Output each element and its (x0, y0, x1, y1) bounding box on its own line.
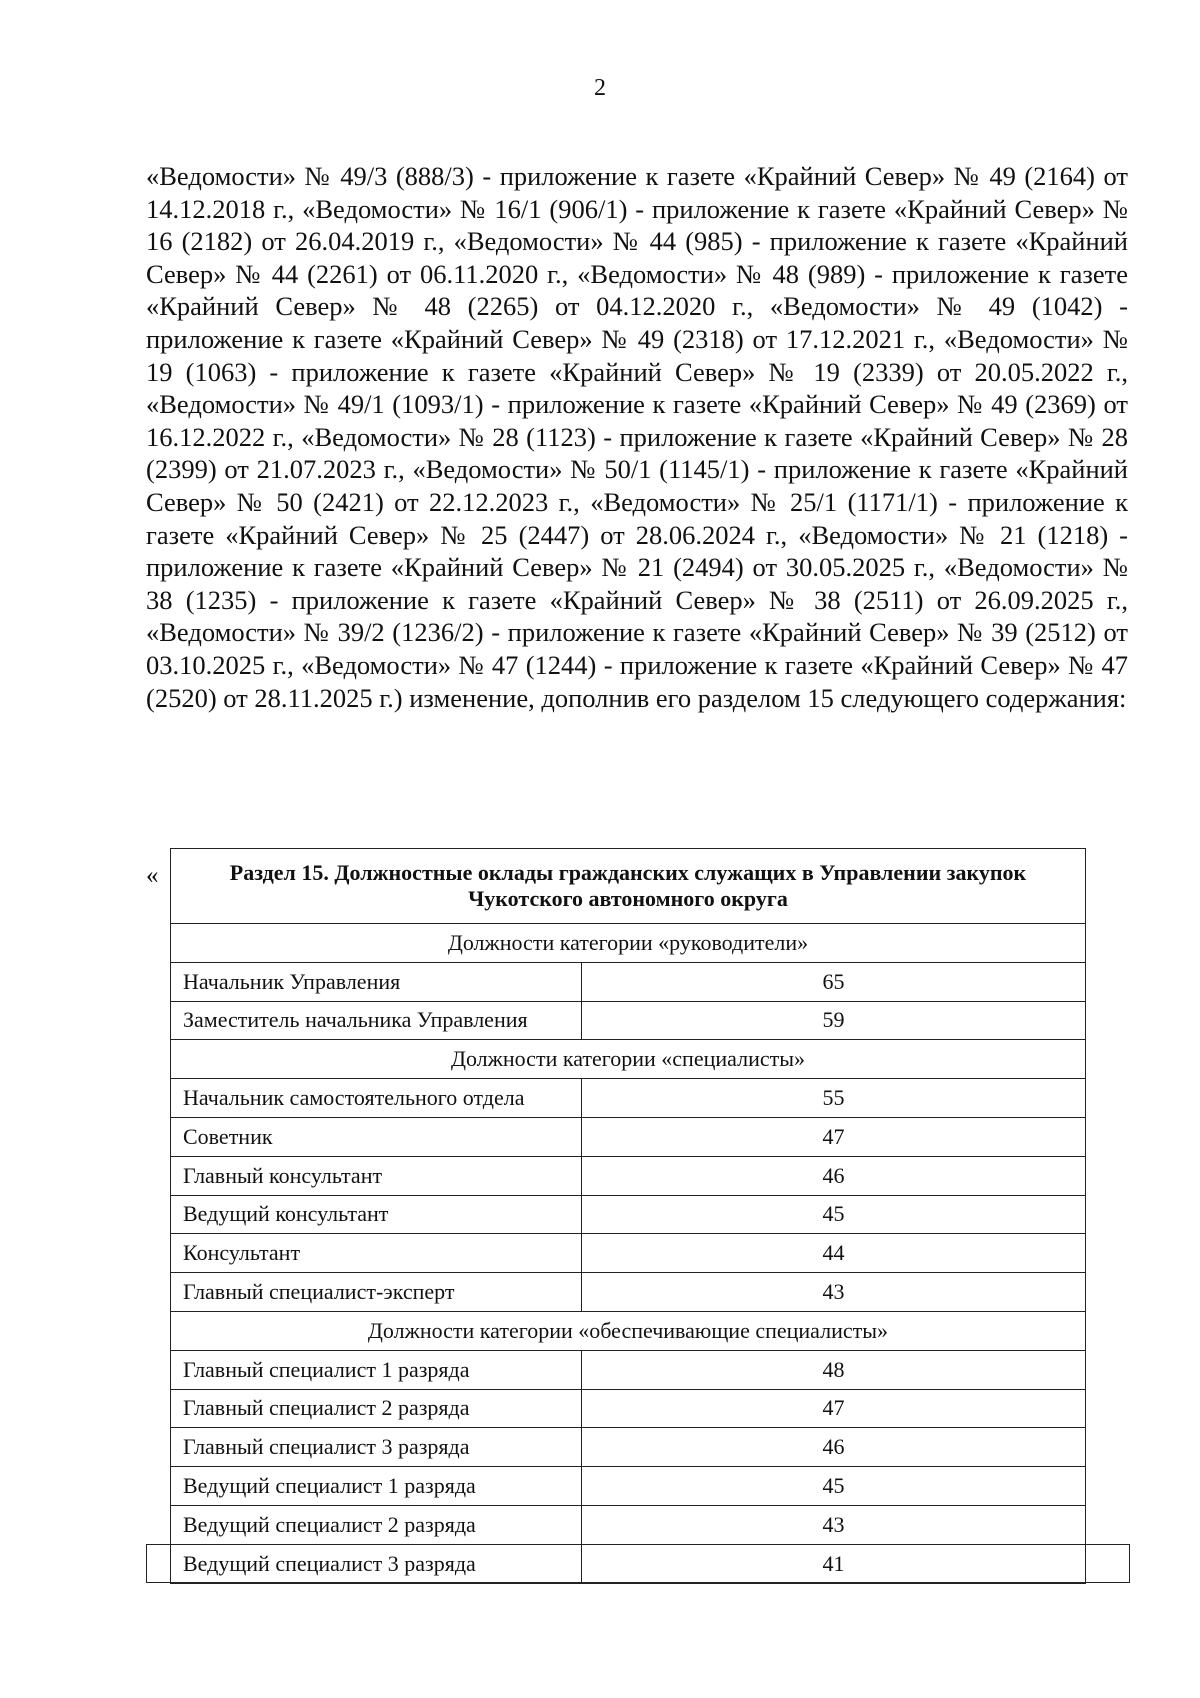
table-row (171, 1156, 1086, 1195)
section-title (171, 849, 1086, 924)
salary-value-cell: 48 (582, 1350, 1086, 1389)
table-row (171, 1234, 1086, 1273)
salary-value-cell: 44 (582, 1234, 1086, 1273)
table-row (171, 1350, 1086, 1389)
position-name-cell: Ведущий специалист 3 разряда (171, 1544, 582, 1583)
table-row (171, 1117, 1086, 1156)
position-name-cell: Начальник Управления (171, 962, 582, 1001)
salary-value-cell: 47 (582, 1389, 1086, 1428)
salary-table (170, 848, 1086, 1584)
position-name-cell: Главный специалист-эксперт (171, 1273, 582, 1312)
salary-value-cell: 45 (582, 1195, 1086, 1234)
category-label: Должности категории «специалисты» (171, 1040, 1086, 1079)
opening-quote-mark: « (146, 862, 159, 889)
salary-value-cell: 47 (582, 1117, 1086, 1156)
salary-value-cell: 43 (582, 1505, 1086, 1544)
salary-value-cell: 65 (582, 962, 1086, 1001)
position-name-cell: Ведущий консультант (171, 1195, 582, 1234)
category-row (171, 924, 1086, 963)
amendment-paragraph: «Ведомости» № 49/3 (888/3) - приложение к газете «Крайний Север» № 49 (2164) от 14.12.2018 г., «Ведомости» № 16/1 (906/1) - приложение к газете «Крайний Север» № 16 (2182) от 26.04.2019 г., «Ведомости» № 44 (985) - приложение к газете «Крайний Север» № 44 (2261) от 06.11.2020 г., «Ведомости» № 48 (989) - приложение к газете «Крайний Север» № 48 (2265) от 04.12.2020 г., «Ведомости» № 49 (1042) - приложение к газете «Крайний Север» № 49 (2318) от 17.12.2021 г., «Ведомости» № 19 (1063) - приложение к газете «Крайний Север» № 19 (2339) от 20.05.2022 г., «Ведомости» № 49/1 (1093/1) - приложение к газете «Крайний Север» № 49 (2369) от 16.12.2022 г., «Ведомости» № 28 (1123) - приложение к газете «Крайний Север» № 28 (2399) от 21.07.2023 г., «Ведомости» № 50/1 (1145/1) - приложение к газете «Крайний Север» № 50 (2421) от 22.12.2023 г., «Ведомости» № 25/1 (1171/1) - приложение к газете «Крайний Север» № 25 (2447) от 28.06.2024 г., «Ведомости» № 21 (1218) - приложение к газете «Крайний Север» № 21 (2494) от 30.05.2025 г., «Ведомости» № 38 (1235) - приложение к газете «Крайний Север» № 38 (2511) от 26.09.2025 г., «Ведомости» № 39/2 (1236/2) - приложение к газете «Крайний Север» № 39 (2512) от 03.10.2025 г., «Ведомости» № 47 (1244) - приложение к газете «Крайний Север» № 47 (2520) от 28.11.2025 г.) изменение, дополнив его разделом 15 следующего содержания: (146, 161, 1128, 713)
section-title-line-2: Чукотского автономного округа (468, 886, 788, 911)
position-name-cell: Главный специалист 2 разряда (171, 1389, 582, 1428)
category-row (171, 1040, 1086, 1079)
salary-value-cell: 46 (582, 1156, 1086, 1195)
salary-value-cell: 55 (582, 1079, 1086, 1118)
table-row (171, 962, 1086, 1001)
position-name-cell: Заместитель начальника Управления (171, 1001, 582, 1040)
position-name-cell: Главный специалист 3 разряда (171, 1428, 582, 1467)
category-row (171, 1311, 1086, 1350)
position-name-cell: Ведущий специалист 1 разряда (171, 1467, 582, 1506)
position-name-cell: Главный консультант (171, 1156, 582, 1195)
page-number: 2 (594, 75, 606, 101)
table-row (171, 1505, 1086, 1544)
table-row (171, 1389, 1086, 1428)
table-row (171, 1195, 1086, 1234)
position-name-cell: Советник (171, 1117, 582, 1156)
salary-value-cell: 41 (582, 1544, 1086, 1583)
table-row (171, 1079, 1086, 1118)
salary-value-cell: 46 (582, 1428, 1086, 1467)
position-name-cell: Ведущий специалист 2 разряда (171, 1505, 582, 1544)
salary-value-cell: 59 (582, 1001, 1086, 1040)
salary-value-cell: 43 (582, 1273, 1086, 1312)
table-row (171, 1467, 1086, 1506)
salary-value-cell: 45 (582, 1467, 1086, 1506)
table-row (171, 1428, 1086, 1467)
table-row (171, 1544, 1086, 1583)
category-label: Должности категории «руководители» (171, 924, 1086, 963)
position-name-cell: Главный специалист 1 разряда (171, 1350, 582, 1389)
section-title-line-1: Раздел 15. Должностные оклады гражданских служащих в Управлении закупок (229, 860, 1027, 885)
table-row (171, 1001, 1086, 1040)
table-row (171, 1273, 1086, 1312)
position-name-cell: Начальник самостоятельного отдела (171, 1079, 582, 1118)
position-name-cell: Консультант (171, 1234, 582, 1273)
salary-table-body (171, 849, 1086, 1584)
table-title-row (171, 849, 1086, 924)
category-label: Должности категории «обеспечивающие специалисты» (171, 1311, 1086, 1350)
